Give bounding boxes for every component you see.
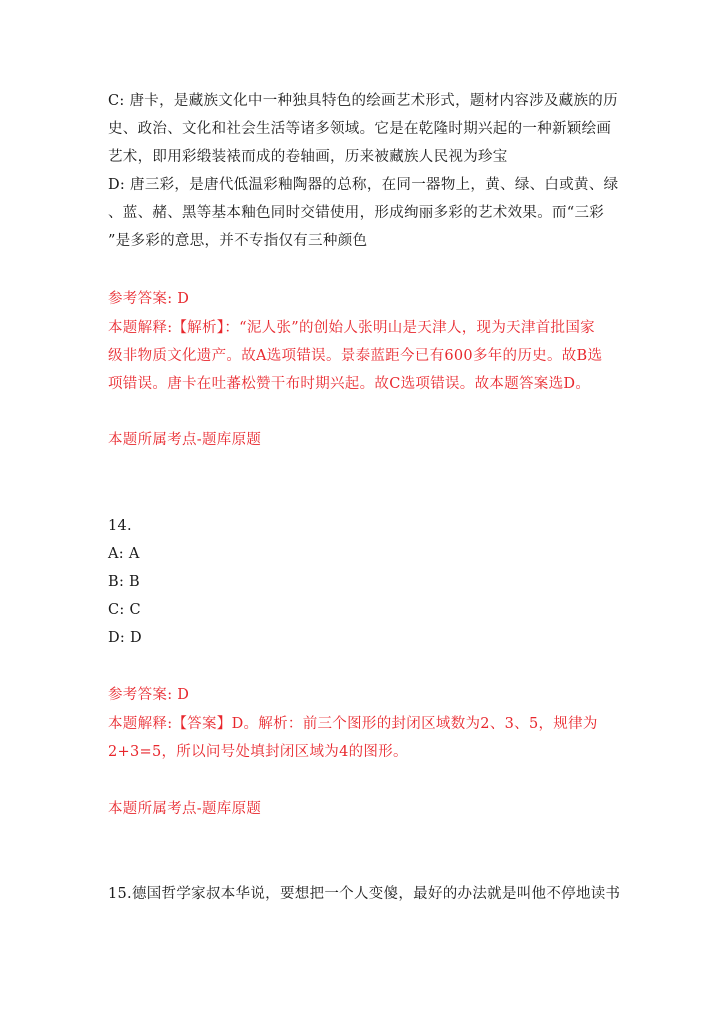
q14-source: 本题所属考点-题库原题 (108, 801, 262, 817)
q14-option-b: B: B (108, 574, 141, 590)
q13-explanation-line-1: 本题解释:【解析】：“泥人张”的创始人张明山是天津人，现为天津首批国家 (108, 320, 595, 336)
q13-option-d-line-3: ”是多彩的意思，并不专指仅有三种颜色 (108, 233, 368, 249)
q13-explanation-line-3: 项错误。唐卡在吐蕃松赞干布时期兴起。故C选项错误。故本题答案选D。 (108, 376, 591, 392)
q14-explanation-line-2: 2+3=5，所以问号处填封闭区域为4的图形。 (108, 744, 408, 760)
q14-number: 14. (108, 518, 132, 534)
q15-stem: 15.德国哲学家叔本华说，要想把一个人变傻，最好的办法就是叫他不停地读书 (108, 886, 621, 902)
q14-explanation-line-1: 本题解释:【答案】D。解析：前三个图形的封闭区域数为2、3、5，规律为 (108, 716, 598, 732)
q13-option-c-line-1: C: 唐卡，是藏族文化中一种独具特色的绘画艺术形式，题材内容涉及藏族的历 (108, 93, 618, 109)
q13-answer: 参考答案: D (108, 291, 190, 307)
q13-option-c-line-2: 史、政治、文化和社会生活等诸多领域。它是在乾隆时期兴起的一种新颖绘画 (108, 121, 612, 137)
q13-explanation-line-2: 级非物质文化遗产。故A选项错误。景泰蓝距今已有600多年的历史。故B选 (108, 348, 603, 364)
q14-answer: 参考答案: D (108, 687, 190, 703)
q14-option-c: C: C (108, 602, 141, 618)
q13-option-d-line-1: D: 唐三彩，是唐代低温彩釉陶器的总称，在同一器物上，黄、绿、白或黄、绿 (108, 177, 619, 193)
q13-option-c-line-3: 艺术，即用彩缎装裱而成的卷轴画，历来被藏族人民视为珍宝 (108, 149, 508, 165)
q14-option-a: A: A (108, 546, 140, 562)
q13-option-d-line-2: 、蓝、赭、黑等基本釉色同时交错使用，形成绚丽多彩的艺术效果。而“三彩 (108, 205, 605, 221)
q14-option-d: D: D (108, 630, 142, 646)
q13-source: 本题所属考点-题库原题 (108, 432, 262, 448)
